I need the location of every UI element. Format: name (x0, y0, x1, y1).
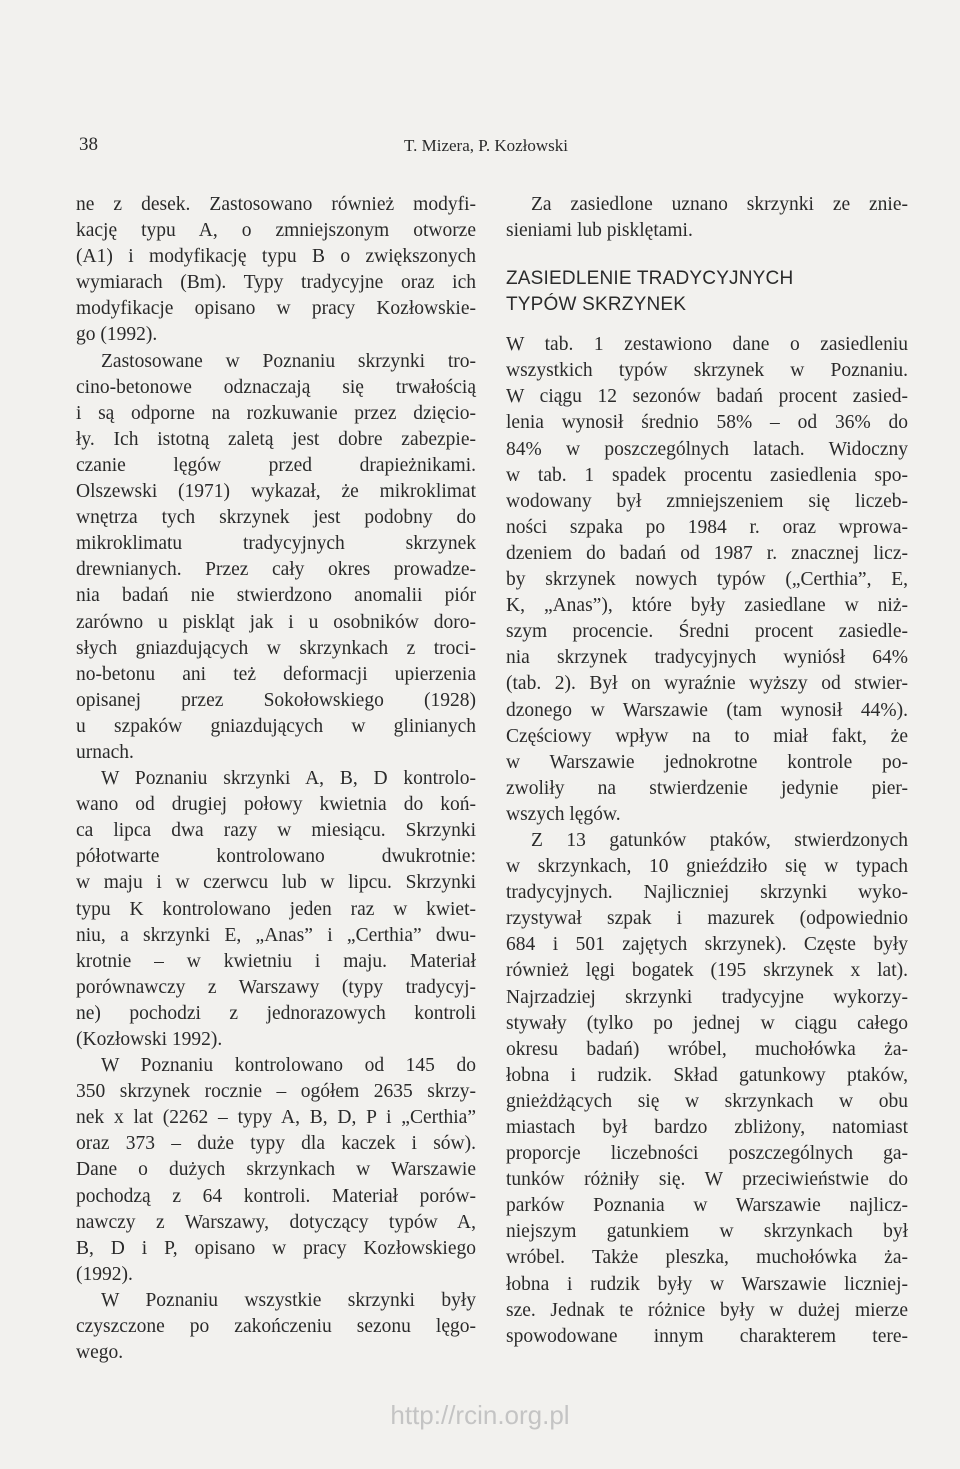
text-line: Najrzadziej skrzynki tradycyjne wykorzy- (506, 986, 908, 1008)
text-line: (tab. 2). Był on wyraźnie wyższy od stwier- (506, 673, 908, 695)
text-line: niejszym gatunkiem w skrzynkach był (506, 1221, 908, 1243)
text-line: mikroklimatu tradycyjnych skrzynek (76, 533, 476, 555)
text-line: 350 skrzynek rocznie – ogółem 2635 skrzy- (76, 1081, 476, 1103)
text-line: W ciągu 12 sezonów badań procent zasied- (506, 386, 908, 408)
text-line: miastach był bardzo zbliżony, natomiast (506, 1117, 908, 1138)
footer-url[interactable]: http://rcin.org.pl (390, 1400, 570, 1430)
text-line: wszych lęgów. (506, 803, 621, 825)
text-line: niu, a skrzynki E, „Anas” i „Certhia” dwu- (76, 924, 476, 946)
text-line: słych gniazdujących w skrzynkach z troci- (76, 637, 476, 659)
text-line: W Poznaniu kontrolowano od 145 do (101, 1055, 476, 1077)
text-line: gnieżdżących się w skrzynkach w obu (506, 1090, 908, 1112)
text-line: Częściowy wpływ na to miał fakt, że (506, 725, 908, 747)
text-line: stywały (tylko po jednej w ciągu całego (506, 1012, 908, 1034)
right-intro (506, 192, 908, 244)
text-line: ne z desek. Zastosowano również modyfi- (76, 194, 476, 215)
text-line: wnętrza tych skrzynek jest podobny do (76, 507, 476, 529)
text-line: sieniami lub pisklętami. (506, 220, 693, 242)
text-line: (Kozłowski 1992). (76, 1029, 223, 1050)
text-line: no-betonu ani też deformacji upierzenia (76, 663, 476, 685)
right-column (506, 192, 908, 1350)
text-line: porównawczy z Warszawy (typy tradycyj- (76, 976, 476, 998)
text-line: typu K kontrolowano jeden raz w kwiet- (76, 898, 476, 920)
text-line: półotwarte kontrolowano dwukrotnie: (76, 846, 476, 868)
text-line: Z 13 gatunków ptaków, stwierdzonych (531, 829, 908, 851)
text-line: krotnie – w kwietniu i maju. Materiał (76, 950, 476, 972)
text-line: (1992). (76, 1263, 133, 1285)
text-line: urnach. (76, 741, 134, 763)
text-line: wego. (76, 1342, 124, 1364)
text-line: nawczy z Warszawy, dotyczący typów A, (76, 1211, 476, 1233)
text-line: nia badań nie stwierdzono anomalii piór (76, 585, 476, 607)
text-line: okresu badań) wróbel, muchołówka ża- (506, 1038, 908, 1060)
text-line: oraz 373 – duże typy dla kaczek i sów). (76, 1133, 476, 1155)
running-head: T. Mizera, P. Kozłowski (404, 136, 568, 155)
text-line: B, D i P, opisano w pracy Kozłowskiego (76, 1237, 476, 1259)
text-line: lenia wynosił średnio 58% – od 36% do (506, 412, 908, 434)
text-line: tradycyjnych. Najliczniej skrzynki wyko- (506, 882, 908, 904)
text-line: nek x lat (2262 – typy A, B, D, P i „Certhia” (76, 1107, 476, 1129)
text-line: sze. Jednak te różnice były w dużej mierze (506, 1299, 908, 1321)
text-line: proporcje liczebności poszczególnych ga- (506, 1143, 908, 1165)
text-line: dzeniem do badań od 1987 r. znacznej licz- (506, 542, 908, 564)
text-line: w skrzynkach, 10 gnieździło się w typach (506, 856, 908, 878)
text-line: szym procencie. Średni procent zasiedle- (506, 621, 908, 643)
text-line: nia skrzynek tradycyjnych wyniósł 64% (506, 647, 908, 669)
text-line: pochodzą z 64 kontroli. Materiał porów- (76, 1185, 476, 1207)
text-line: zarówno u piskląt jak i u osobników doro- (76, 611, 476, 633)
text-line: łobna i rudzik. Skład gatunkowy ptaków, (506, 1064, 908, 1086)
text-line: opisanej przez Sokołowskiego (1928) (76, 689, 476, 711)
text-line: w maju i w czerwcu lub w lipcu. Skrzynki (76, 872, 476, 894)
text-line: ły. Ich istotną zaletą jest dobre zabezpie- (76, 428, 476, 450)
text-line: również lęgi bogatek (195 skrzynek x lat). (506, 960, 908, 982)
text-line: Za zasiedlone uznano skrzynki ze znie- (531, 194, 908, 215)
heading-line: ZASIEDLENIE TRADYCYJNYCH (506, 268, 794, 290)
text-line: wróbel. Także pleszka, muchołówka ża- (506, 1247, 908, 1269)
page-number: 38 (79, 134, 98, 155)
text-line: parków Poznania w Warszawie najlicz- (506, 1195, 908, 1217)
right-body (506, 332, 908, 1350)
text-line: w Warszawie jednokrotne kontrole po- (506, 751, 908, 773)
text-line: (A1) i modyfikację typu B o zwiększonych (76, 246, 476, 268)
heading-line: TYPÓW SKRZYNEK (506, 294, 687, 316)
text-line: tunków różniły się. W przeciwieństwie do (506, 1169, 908, 1191)
text-line: wymiarach (Bm). Typy tradycyjne oraz ich (76, 272, 476, 294)
text-line: czanie lęgów przed drapieżnikami. (76, 454, 476, 476)
text-line: czyszczone po zakończeniu sezonu lęgo- (76, 1316, 476, 1338)
text-line: K, „Anas”), które były zasiedlane w niż- (506, 595, 908, 617)
section-heading (506, 266, 908, 318)
text-line: W tab. 1 zestawiono dane o zasiedleniu (506, 334, 908, 356)
text-line: Dane o dużych skrzynkach w Warszawie (76, 1159, 476, 1181)
text-line: cino-betonowe odznaczają się trwałością (76, 376, 476, 398)
text-line: Olszewski (1971) wykazał, że mikroklimat (76, 481, 476, 503)
text-line: ności szpaka po 1984 r. oraz wprowa- (506, 516, 908, 538)
text-line: u szpaków gniazdujących w glinianych (76, 715, 476, 737)
text-line: w tab. 1 spadek procentu zasiedlenia spo- (506, 464, 908, 486)
text-line: wodowany był zmniejszeniem się liczeb- (506, 490, 908, 512)
text-line: go (1992). (76, 324, 158, 346)
text-line: Zastosowane w Poznaniu skrzynki tro- (101, 350, 476, 372)
text-line: drewnianych. Przez cały okres prowadze- (76, 559, 476, 581)
text-line: zwoliły na stwierdzenie jedynie pier- (506, 777, 908, 799)
text-line: i są odporne na rozkuwanie przez dzięcio- (76, 402, 476, 424)
text-line: spowodowane innym charakterem tere- (506, 1325, 908, 1347)
text-line: 684 i 501 zajętych skrzynek). Częste były (506, 934, 908, 956)
text-line: W Poznaniu skrzynki A, B, D kontrolo- (101, 768, 476, 790)
text-line: W Poznaniu wszystkie skrzynki były (101, 1289, 476, 1311)
text-line: by skrzynek nowych typów („Certhia”, E, (506, 569, 908, 591)
text-line: ne) pochodzi z jednorazowych kontroli (76, 1002, 476, 1024)
text-line: ca lipca dwa razy w miesiącu. Skrzynki (76, 820, 476, 842)
left-column (76, 192, 476, 1366)
text-line: wszystkich typów skrzynek w Poznaniu. (506, 360, 908, 382)
text-line: łobna i rudzik były w Warszawie liczniej- (506, 1273, 908, 1295)
text-line: wano od drugiej połowy kwietnia do koń- (76, 794, 476, 816)
text-line: dzonego w Warszawie (tam wynosił 44%). (506, 699, 908, 721)
text-line: modyfikacje opisano w pracy Kozłowskie- (76, 298, 476, 320)
text-line: kację typu A, o zmniejszonym otworze (76, 220, 476, 242)
text-line: rzystywał szpak i mazurek (odpowiednio (506, 908, 908, 930)
text-line: 84% w poszczególnych latach. Widoczny (506, 438, 908, 460)
